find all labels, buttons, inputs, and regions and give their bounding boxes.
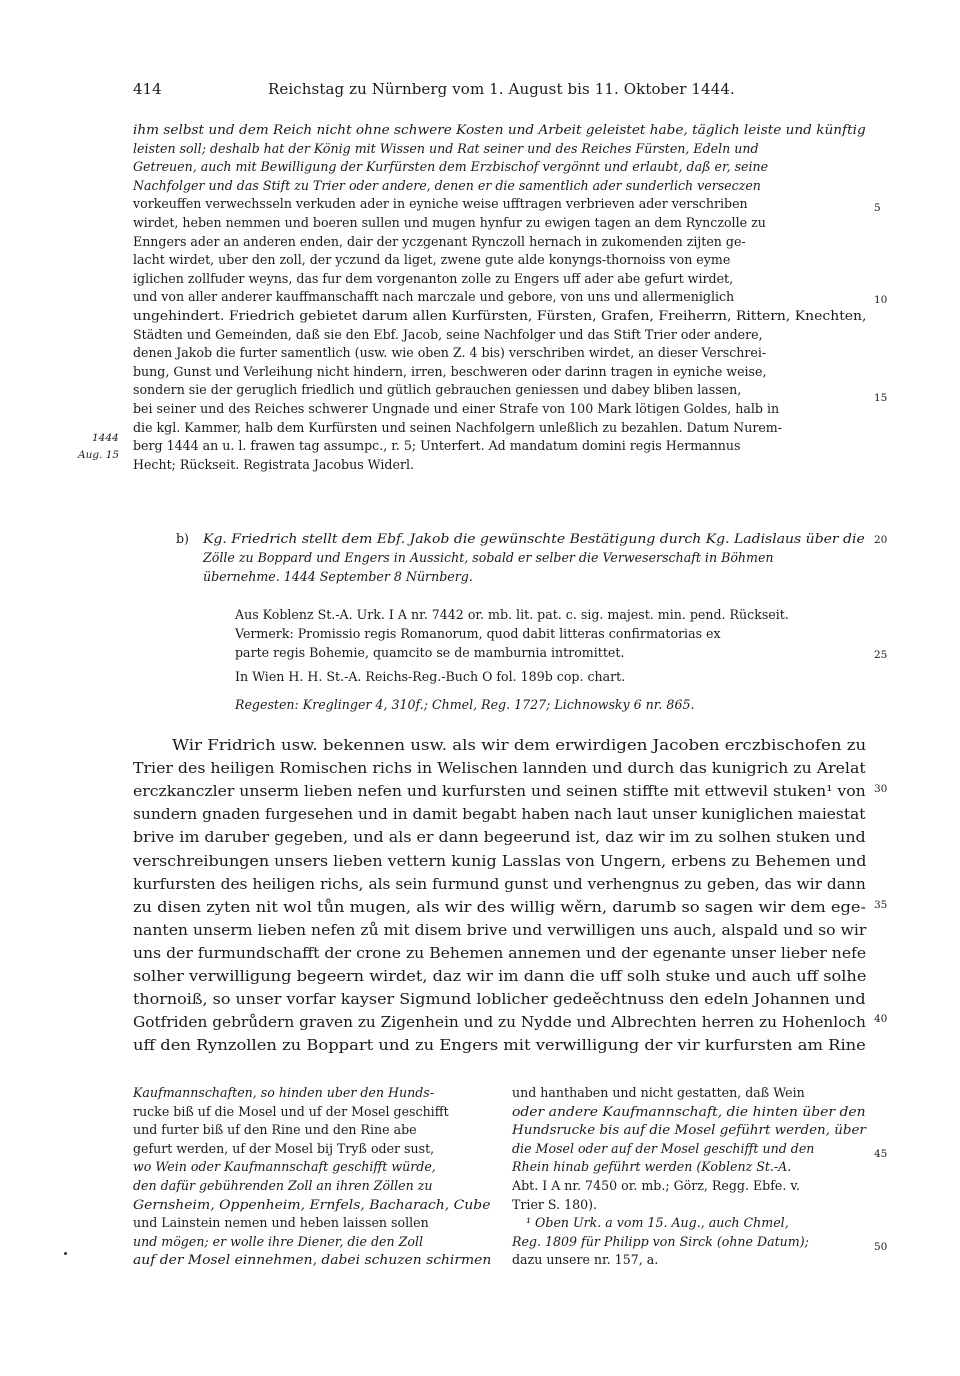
charter-line: erczkanczler unserm lieben nefen und kurfursten und seinen stiffte mit ettwevil stuken¹ von (133, 782, 866, 801)
line-number: 10 (874, 294, 888, 306)
charter-line: Wir Fridrich usw. bekennen usw. als wir dem erwirdigen Jacoben erczbischofen zu (172, 736, 867, 754)
section-a-line: leisten soll; deshalb hat der König mit Wissen und Rat seiner und des Reiches Fürsten, Edeln und (133, 140, 759, 156)
source-line: In Wien H. H. St.-A. Reichs-Reg.-Buch O fol. 189b cop. chart. (235, 669, 626, 684)
margin-date-year: 1444 (92, 432, 119, 444)
footnote-left-line: gefurt werden, uf der Mosel bij Tryß oder sust, (133, 1140, 435, 1156)
line-number: 5 (874, 202, 881, 214)
line-number: 25 (874, 649, 888, 661)
footnote-right-line: Trier S. 180). (512, 1196, 598, 1212)
section-a-line: vorkeuffen verwechsseln verkuden ader in eyniche weise ufftragen verbrieven ader verschriben (133, 196, 748, 212)
footnote-left-line: rucke biß uf die Mosel und uf der Mosel geschifft (133, 1103, 449, 1119)
section-a-line: bei seiner und des Reiches schwerer Ungnade und einer Strafe von 100 Mark lötigen Goldes, halb in (133, 401, 780, 416)
line-number: 20 (874, 534, 888, 546)
charter-line: zu disen zyten nit wol tůn mugen, als wir des willig wěrn, darumb so sagen wir dem ege- (133, 897, 866, 916)
source-line: Regesten: Kreglinger 4, 310f.; Chmel, Reg. 1727; Lichnowsky 6 nr. 865. (235, 697, 695, 712)
charter-line: verschreibungen unsers lieben vettern kunig Lasslas von Ungern, erbens zu Behemen und (133, 851, 867, 870)
print-speck (64, 1252, 67, 1255)
section-a-line: Enngers ader an anderen enden, dair der yczgenant Rynczoll hernach in zukomenden zijten ge- (133, 233, 746, 249)
section-a-line: Städten und Gemeinden, daß sie den Ebf. Jacob, seine Nachfolger und das Stift Trier oder andere, (133, 326, 763, 342)
line-number: 35 (874, 899, 888, 911)
section-a-line: Hecht; Rückseit. Registrata Jacobus Widerl. (133, 456, 414, 472)
section-a-line: iglichen zollfuder weyns, das fur dem vorgenanton zolle zu Engers uff ader abe gefurt wirdet, (133, 270, 734, 286)
section-a-line: Getreuen, auch mit Bewilligung der Kurfürsten dem Erzbischof vergönnt und erlaubt, daß er, seine (133, 159, 769, 175)
section-a-line: sondern sie der geruglich friedlich und gütlich gebrauchen geniessen und dabey bliben lassen, (133, 382, 742, 398)
section-b-summary-line: Kg. Friedrich stellt dem Ebf. Jakob die gewünschte Bestätigung durch Kg. Ladislaus über die (203, 531, 865, 546)
line-number: 40 (874, 1013, 888, 1025)
footnote-right-line: Rhein hinab geführt werden (Koblenz St.-A. (512, 1159, 792, 1175)
section-a-line: bung, Gunst und Verleihung nicht hindern, irren, beschweren oder darinn tragen in eyniche weise, (133, 363, 767, 379)
section-a-line: denen Jakob die furter samentlich (usw. wie oben Z. 4 bis) verschriben wirdet, an dieser Verschrei- (133, 345, 767, 361)
footnote-left-line: und furter biß uf den Rine und den Rine abe (133, 1122, 417, 1138)
running-title: Reichstag zu Nürnberg vom 1. August bis 11. Oktober 1444. (268, 80, 735, 98)
page-number: 414 (133, 80, 162, 98)
footnote-right-line: dazu unsere nr. 157, a. (512, 1252, 659, 1268)
charter-line: brive im daruber gegeben, und als er dann begeerund ist, daz wir im zu solhen stuken und (133, 828, 866, 847)
section-b-summary-line: Zölle zu Boppard und Engers in Aussicht, sobald er selber die Verweserschaft in Böhmen (203, 550, 774, 565)
footnote-left-line: den dafür gebührenden Zoll an ihren Zöllen zu (133, 1178, 433, 1193)
line-number: 30 (874, 783, 888, 795)
section-b-label: b) (176, 531, 189, 546)
charter-line: Trier des heiligen Romischen richs in Welischen lannden und durch das kunigrich zu Arelat (133, 759, 866, 778)
charter-line: uff den Rynzollen zu Boppart und zu Engers mit verwilligung der vir kurfursten am Rine (133, 1036, 866, 1055)
charter-line: uns der furmundschafft der crone zu Behemen annemen und der egenante unser lieber nefe (133, 943, 867, 962)
source-line: parte regis Bohemie, quamcito se de mamburnia intromittet. (235, 645, 625, 661)
section-a-line: ihm selbst und dem Reich nicht ohne schwere Kosten und Arbeit geleistet habe, täglich leiste und künftig (133, 122, 866, 137)
source-line: Vermerk: Promissio regis Romanorum, quod dabit litteras confirmatorias ex (235, 626, 721, 642)
footnote-left-line: auf der Mosel einnehmen, dabei schuzen schirmen (133, 1252, 492, 1268)
section-a-line: Nachfolger und das Stift zu Trier oder andere, denen er die samentlich ader sunderlich verseczen (133, 177, 761, 193)
margin-date-day: Aug. 15 (78, 449, 120, 461)
charter-line: Gotfriden gebrůdern graven zu Zigenhein und zu Nydde und Albrechten herren zu Hohenloch (133, 1013, 866, 1032)
charter-line: thornoiß, so unser vorfar kayser Sigmund loblicher gedeěchtnuss den edeln Johannen und (133, 990, 866, 1009)
footnote-right-line: Abt. I A nr. 7450 or. mb.; Görz, Regg. Ebfe. v. (512, 1178, 800, 1193)
footnote-left-line: und Lainstein nemen und heben laissen sollen (133, 1215, 429, 1231)
footnote-left-line: und mögen; er wolle ihre Diener, die den Zoll (133, 1233, 423, 1249)
line-number: 50 (874, 1241, 888, 1253)
source-line: Aus Koblenz St.-A. Urk. I A nr. 7442 or. mb. lit. pat. c. sig. majest. min. pend. Rückseit. (235, 607, 789, 622)
charter-line: sundern gnaden furgesehen und in damit begabt haben nach laut unser kuniglichen maiestat (133, 805, 866, 824)
section-a-line: ungehindert. Friedrich gebietet darum allen Kurfürsten, Fürsten, Grafen, Freiherrn, Rittern, Knechten, (133, 308, 867, 323)
footnote-right-line: die Mosel oder auf der Mosel geschifft und den (512, 1140, 815, 1156)
section-a-line: lacht wirdet, uber den zoll, der yczund da liget, zwene gute alde konyngs-thornoiss von eyme (133, 252, 731, 268)
section-a-line: und von aller anderer kauffmanschafft nach marczale und gebore, von uns und allermeniglich (133, 289, 735, 305)
footnote-right-line: Reg. 1809 für Philipp von Sirck (ohne Datum); (512, 1233, 809, 1249)
section-a-line: berg 1444 an u. l. frawen tag assumpc., r. 5; Unterfert. Ad mandatum domini regis Hermannus (133, 438, 741, 454)
charter-line: nanten unserm lieben nefen zů mit disem brive und verwilligen uns auch, alspald und so wir (133, 920, 867, 939)
footnote-left-line: Gernsheim, Oppenheim, Ernfels, Bacharach, Cube (133, 1196, 491, 1212)
footnote-right-line: oder andere Kaufmannschaft, die hinten über den (512, 1103, 866, 1119)
charter-line: solher verwilligung begeern wirdet, daz wir im dann die uff solh stuke und auch uff solhe (133, 967, 867, 985)
footnote-left-line: wo Wein oder Kaufmannschaft geschifft würde, (133, 1159, 436, 1175)
footnote-right-line: Hundsrucke bis auf die Mosel geführt werden, über (512, 1122, 866, 1138)
footnote-right-line: ¹ Oben Urk. a vom 15. Aug., auch Chmel, (526, 1215, 789, 1231)
footnote-right-line: und hanthaben und nicht gestatten, daß Wein (512, 1085, 805, 1100)
section-b-summary-line: übernehme. 1444 September 8 Nürnberg. (203, 569, 473, 584)
section-a-line: wirdet, heben nemmen und boeren sullen und mugen hynfur zu ewigen tagen an dem Rynczolle zu (133, 215, 766, 230)
footnote-left-line: Kaufmannschaften, so hinden uber den Hunds- (133, 1085, 434, 1100)
charter-line: kurfursten des heiligen richs, als sein furmund gunst und verhengnus zu geben, das wir dann (133, 874, 866, 893)
section-a-line: die kgl. Kammer, halb dem Kurfürsten und seinen Nachfolgern unleßlich zu bezahlen. Datum Nurem- (133, 419, 782, 435)
line-number: 15 (874, 392, 888, 404)
line-number: 45 (874, 1148, 888, 1160)
